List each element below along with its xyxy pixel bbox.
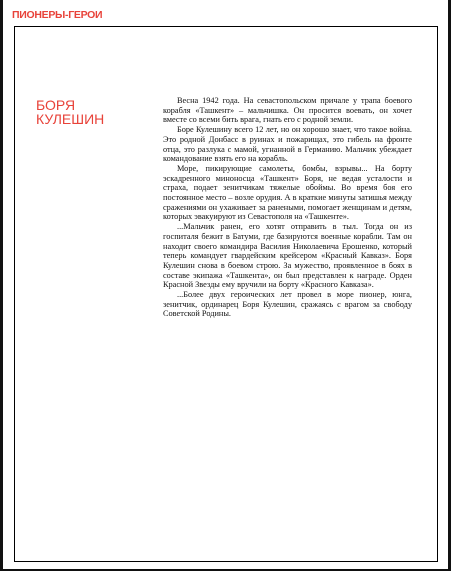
article-text <box>163 96 412 319</box>
paragraph: ...Мальчик ранен, его хотят отправить в тыл. Тогда он из госпиталя бежит в Батуми, где базируются военные корабли. Там он находит своего командира Василия Николаевича Ерошенко, который теперь командует гвардейским крейсером «Красный Кавказ». Боря Кулешин снова в боевом строю. За мужество, проявленное в боях в составе экипажа «Ташкента», он был представлен к награде. Орден Красной Звезды ему вручили на борту «Красного Кавказа». <box>163 222 412 290</box>
hero-name <box>36 98 136 126</box>
paragraph: Боре Кулешину всего 12 лет, но он хорошо знает, что такое война. Это родной Донбасс в руинах и пожарищах, это гибель на фронте отца, это разлука с мамой, угнанной в Германию. Мальчик убеждает командование взять его на корабль. <box>163 125 412 164</box>
hero-first-name: БОРЯ <box>36 97 76 113</box>
paragraph: Море, пикирующие самолеты, бомбы, взрывы... На борту эскадренного миноносца «Ташкент» Боря, не ведая усталости и страха, подает зенитчикам тяжелые обоймы. Во время боя его постоянное место – возле орудия. А в краткие минуты затишья между сражениями он ухаживает за ранеными, помогает женщинам и детям, которых эвакуируют из Севастополя на «Ташкенте». <box>163 163 412 222</box>
paragraph: Весна 1942 года. На севастопольском причале у трапа боевого корабля «Ташкент» – мальчишка. Он просится воевать, он хочет вместе со всеми бить врага, гнать его с родной земли. <box>163 96 412 125</box>
paragraph: ...Более двух героических лет провел в море пионер, юнга, зенитчик, ординарец Боря Кулешин, сражаясь с врагом за свободу Советской Родины. <box>163 290 412 319</box>
page-header: ПИОНЕРЫ-ГЕРОИ <box>12 9 103 21</box>
hero-last-name: КУЛЕШИН <box>36 111 105 127</box>
